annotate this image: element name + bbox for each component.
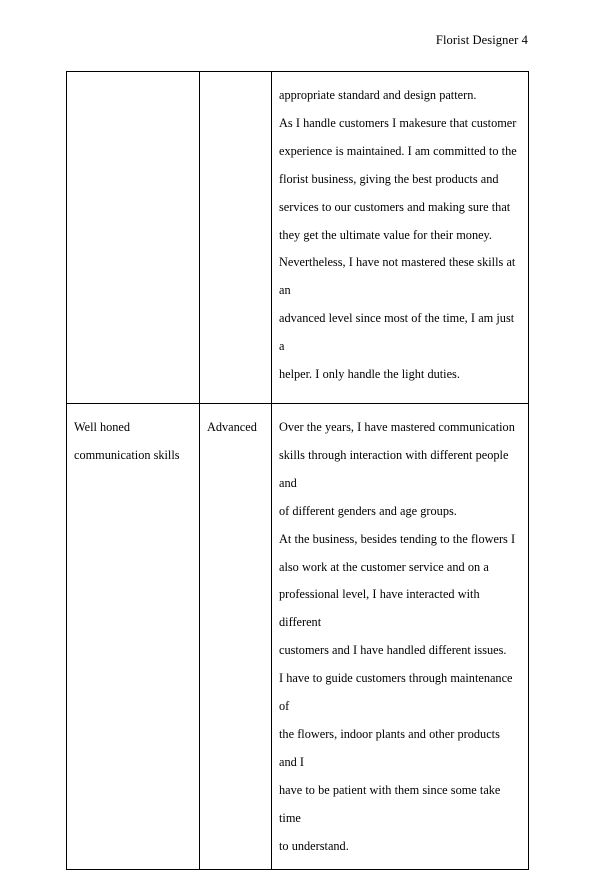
paragraph	[279, 414, 520, 526]
text-line: helper. I only handle the light duties.	[279, 367, 460, 382]
text-line: professional level, I have interacted with different	[279, 587, 480, 630]
paragraph	[279, 526, 520, 666]
paragraph	[279, 665, 520, 860]
text-line: customers and I have handled different issues.	[279, 643, 507, 658]
text-line: advanced level since most of the time, I am just a	[279, 311, 515, 354]
table-cell-skill	[67, 72, 200, 404]
text-line: As I handle customers I makesure that customer	[279, 115, 517, 130]
table-cell-description	[272, 404, 529, 870]
skill-cell-content	[67, 404, 199, 478]
skills-table	[66, 71, 529, 870]
level-cell-content	[200, 72, 271, 90]
text-line: also work at the customer service and on a	[279, 559, 489, 574]
text-line: skills through interaction with different people and	[279, 447, 509, 490]
paragraph	[279, 110, 520, 250]
text-line: florist business, giving the best products and	[279, 171, 499, 186]
table-cell-level	[200, 404, 272, 870]
table-cell-description	[272, 72, 529, 404]
table-row	[67, 72, 529, 404]
description-cell-content	[272, 72, 528, 397]
paragraph	[279, 82, 520, 110]
skill-level: Advanced	[207, 420, 257, 434]
skill-name	[74, 414, 192, 470]
table-cell-skill	[67, 404, 200, 870]
running-header-text: Florist Designer 4	[435, 33, 528, 47]
text-line: At the business, besides tending to the flowers I	[279, 531, 516, 546]
text-line: Nevertheless, I have not mastered these skills at an	[279, 255, 516, 298]
running-header	[66, 32, 528, 48]
text-line: they get the ultimate value for their money.	[279, 227, 492, 242]
skill-cell-content	[67, 72, 199, 90]
text-line: Over the years, I have mastered communication	[279, 420, 515, 434]
text-line: experience is maintained. I am committed to the	[279, 143, 517, 158]
text-line: appropriate standard and design pattern.	[279, 88, 477, 102]
text-line: of different genders and age groups.	[279, 503, 457, 518]
paragraph	[279, 249, 520, 389]
table-cell-level	[200, 72, 272, 404]
table-row	[67, 404, 529, 870]
description-cell-content	[272, 404, 528, 869]
level-cell-content	[200, 404, 271, 450]
text-line: to understand.	[279, 838, 349, 853]
text-line: have to be patient with them since some take time	[279, 782, 501, 825]
text-line: communication skills	[74, 447, 180, 462]
text-line: the flowers, indoor plants and other products and I	[279, 726, 500, 769]
text-line: Well honed	[74, 420, 131, 434]
text-line: services to our customers and making sure that	[279, 199, 511, 214]
text-line: I have to guide customers through maintenance of	[279, 671, 513, 714]
